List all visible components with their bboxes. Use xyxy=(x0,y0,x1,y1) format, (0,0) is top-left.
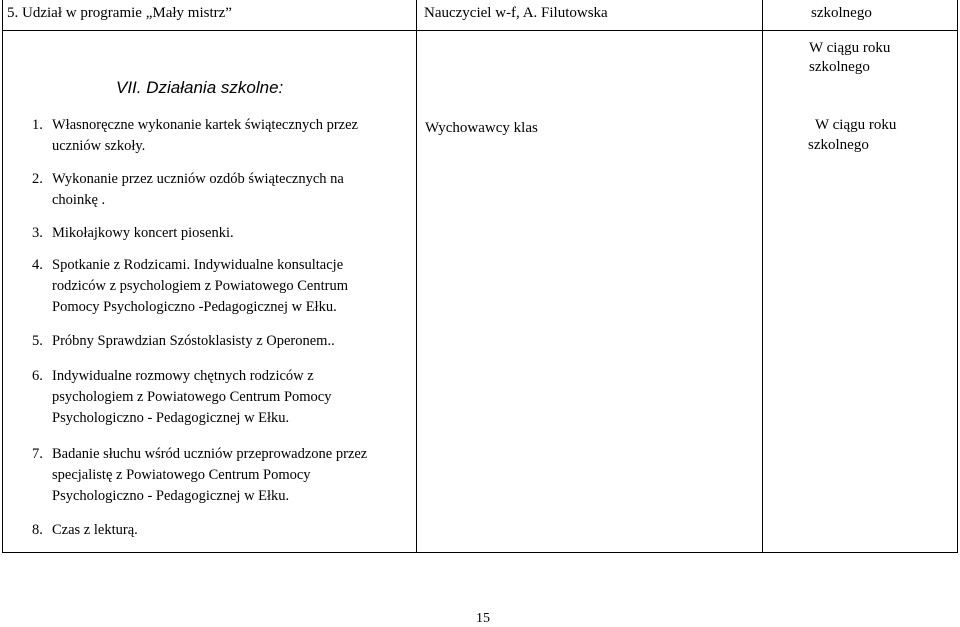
list-item-number: 5. xyxy=(32,333,43,349)
table-border-bottom xyxy=(2,552,958,553)
top-row-responsible: Nauczyciel w-f, A. Filutowska xyxy=(424,5,608,21)
list-item-text: Próbny Sprawdzian Szóstoklasisty z Operonem.. xyxy=(52,333,335,349)
list-item-text: rodziców z psychologiem z Powiatowego Centrum xyxy=(52,278,348,294)
list-item-text: Wykonanie przez uczniów ozdób świątecznych na xyxy=(52,171,344,187)
list-item-text: psychologiem z Powiatowego Centrum Pomocy xyxy=(52,389,332,405)
section-heading: VII. Działania szkolne: xyxy=(116,78,284,97)
list-item-number: 7. xyxy=(32,446,43,462)
list-item-text: Spotkanie z Rodzicami. Indywidualne konsultacje xyxy=(52,257,344,273)
when-line2: szkolnego xyxy=(808,137,869,153)
table-border-col1 xyxy=(416,0,417,553)
top-row-activity: 5. Udział w programie „Mały mistrz” xyxy=(7,5,232,21)
table-border-right xyxy=(957,0,958,553)
list-item-text: Własnoręczne wykonanie kartek świątecznych przez xyxy=(52,117,358,133)
table-border-col2 xyxy=(762,0,763,553)
list-item-number: 4. xyxy=(32,257,43,273)
list-item-text: Czas z lekturą. xyxy=(52,522,138,538)
when-line1: W ciągu roku xyxy=(815,117,897,133)
top-row-deadline: szkolnego xyxy=(811,5,872,21)
list-item-text: Badanie słuchu wśród uczniów przeprowadzone przez xyxy=(52,446,368,462)
responsible-cell: Wychowawcy klas xyxy=(425,120,538,136)
list-item-text: Mikołajkowy koncert piosenki. xyxy=(52,225,234,241)
list-item-number: 8. xyxy=(32,522,43,538)
list-item-text: Pomocy Psychologiczno -Pedagogicznej w Ełku. xyxy=(52,299,337,315)
list-item-number: 6. xyxy=(32,368,43,384)
deadline-line2: szkolnego xyxy=(809,59,870,75)
deadline-line1: W ciągu roku xyxy=(809,40,891,56)
list-item-text: uczniów szkoły. xyxy=(52,138,146,154)
list-item-text: choinkę . xyxy=(52,192,106,208)
list-item-text: Psychologiczno - Pedagogicznej w Ełku. xyxy=(52,488,290,504)
table-row-divider xyxy=(2,30,958,31)
list-item-number: 2. xyxy=(32,171,43,187)
table-border-left xyxy=(2,0,3,553)
list-item-text: specjalistę z Powiatowego Centrum Pomocy xyxy=(52,467,311,483)
list-item-text: Indywidualne rozmowy chętnych rodziców z xyxy=(52,368,314,384)
page-number: 15 xyxy=(476,611,490,626)
list-item-number: 3. xyxy=(32,225,43,241)
list-item-number: 1. xyxy=(32,117,43,133)
list-item-text: Psychologiczno - Pedagogicznej w Ełku. xyxy=(52,410,290,426)
